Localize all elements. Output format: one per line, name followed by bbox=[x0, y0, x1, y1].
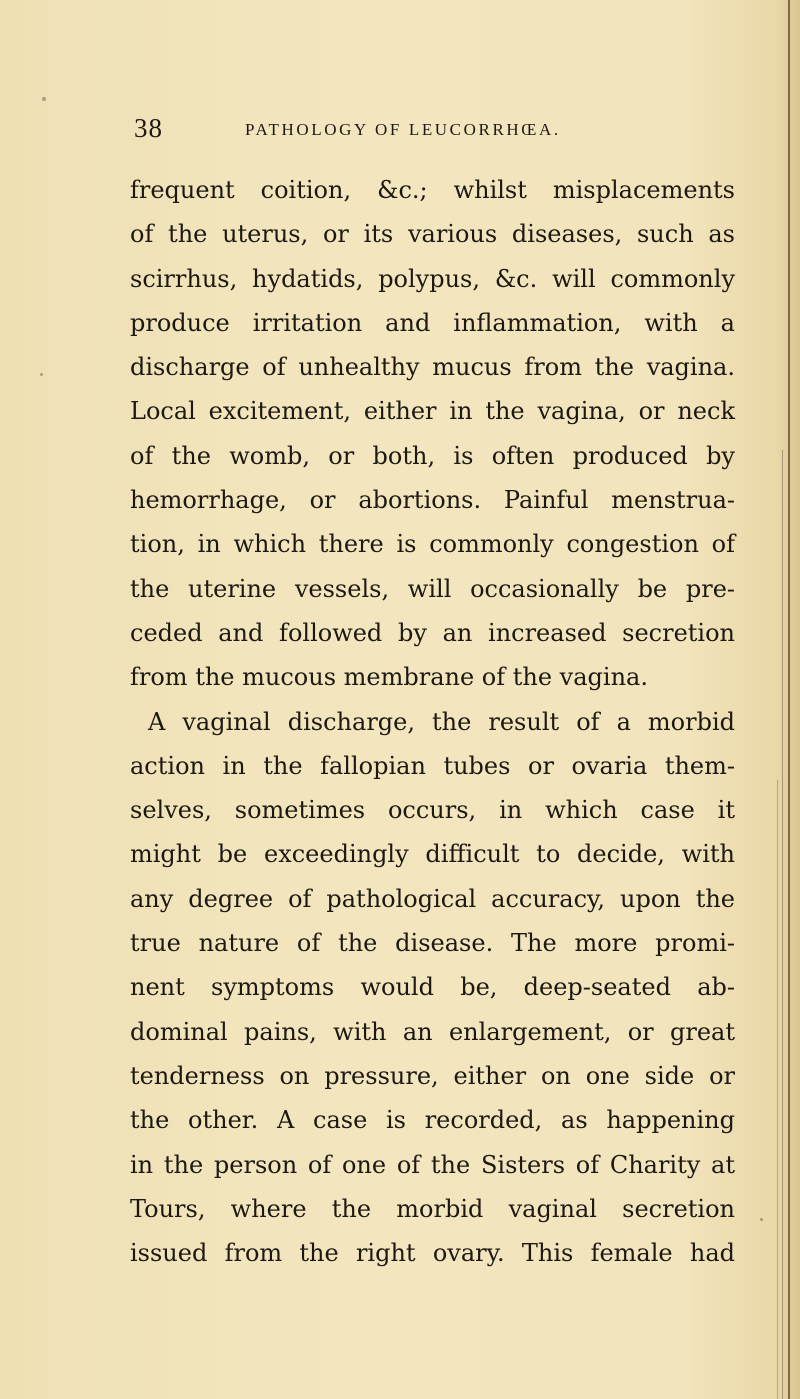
page-edge-line bbox=[777, 780, 778, 1399]
text-line: might be exceedingly difficult to decide, with bbox=[130, 840, 735, 869]
text-line: Local excitement, either in the vagina, or neck bbox=[130, 397, 735, 426]
paper-speck bbox=[42, 97, 46, 101]
text-line: of the uterus, or its various diseases, such as bbox=[130, 220, 735, 249]
text-line: dominal pains, with an enlargement, or great bbox=[130, 1017, 735, 1046]
running-head: PATHOLOGY OF LEUCORRHŒA. bbox=[245, 120, 561, 139]
text-line: of the womb, or both, is often produced by bbox=[130, 441, 735, 470]
text-line: action in the fallopian tubes or ovaria them- bbox=[130, 751, 735, 780]
text-line: the uterine vessels, will occasionally be pre- bbox=[130, 574, 735, 603]
text-line: selves, sometimes occurs, in which case it bbox=[130, 796, 735, 825]
page-header bbox=[134, 113, 734, 153]
text-line: nent symptoms would be, deep-seated ab- bbox=[130, 973, 735, 1002]
paper-speck bbox=[760, 1218, 763, 1221]
page-edge-line bbox=[782, 450, 783, 1399]
text-line: true nature of the disease. The more promi- bbox=[130, 929, 735, 958]
text-line: discharge of unhealthy mucus from the vagina. bbox=[130, 353, 735, 382]
text-line: scirrhus, hydatids, polypus, &c. will commonly bbox=[130, 264, 735, 293]
text-line: ceded and followed by an increased secretion bbox=[130, 618, 735, 647]
text-line: produce irritation and inflammation, with a bbox=[130, 308, 735, 337]
text-line: the other. A case is recorded, as happening bbox=[130, 1106, 735, 1135]
text-line: hemorrhage, or abortions. Painful menstrua- bbox=[130, 486, 735, 515]
text-line: tenderness on pressure, either on one side or bbox=[130, 1061, 735, 1090]
text-line: Tours, where the morbid vaginal secretion bbox=[130, 1194, 735, 1223]
page-edge-line bbox=[788, 0, 790, 1399]
text-line: tion, in which there is commonly congestion of bbox=[130, 530, 735, 559]
text-line: issued from the right ovary. This female had bbox=[130, 1239, 735, 1268]
text-line: in the person of one of the Sisters of Charity at bbox=[130, 1150, 735, 1179]
paper-speck bbox=[40, 373, 43, 376]
text-line: A vaginal discharge, the result of a morbid bbox=[148, 707, 735, 736]
text-line: from the mucous membrane of the vagina. bbox=[130, 663, 648, 692]
page-number: 38 bbox=[134, 113, 163, 143]
text-line: any degree of pathological accuracy, upon the bbox=[130, 884, 735, 913]
body-text bbox=[130, 168, 735, 1275]
text-line: frequent coition, &c.; whilst misplacements bbox=[130, 176, 735, 204]
